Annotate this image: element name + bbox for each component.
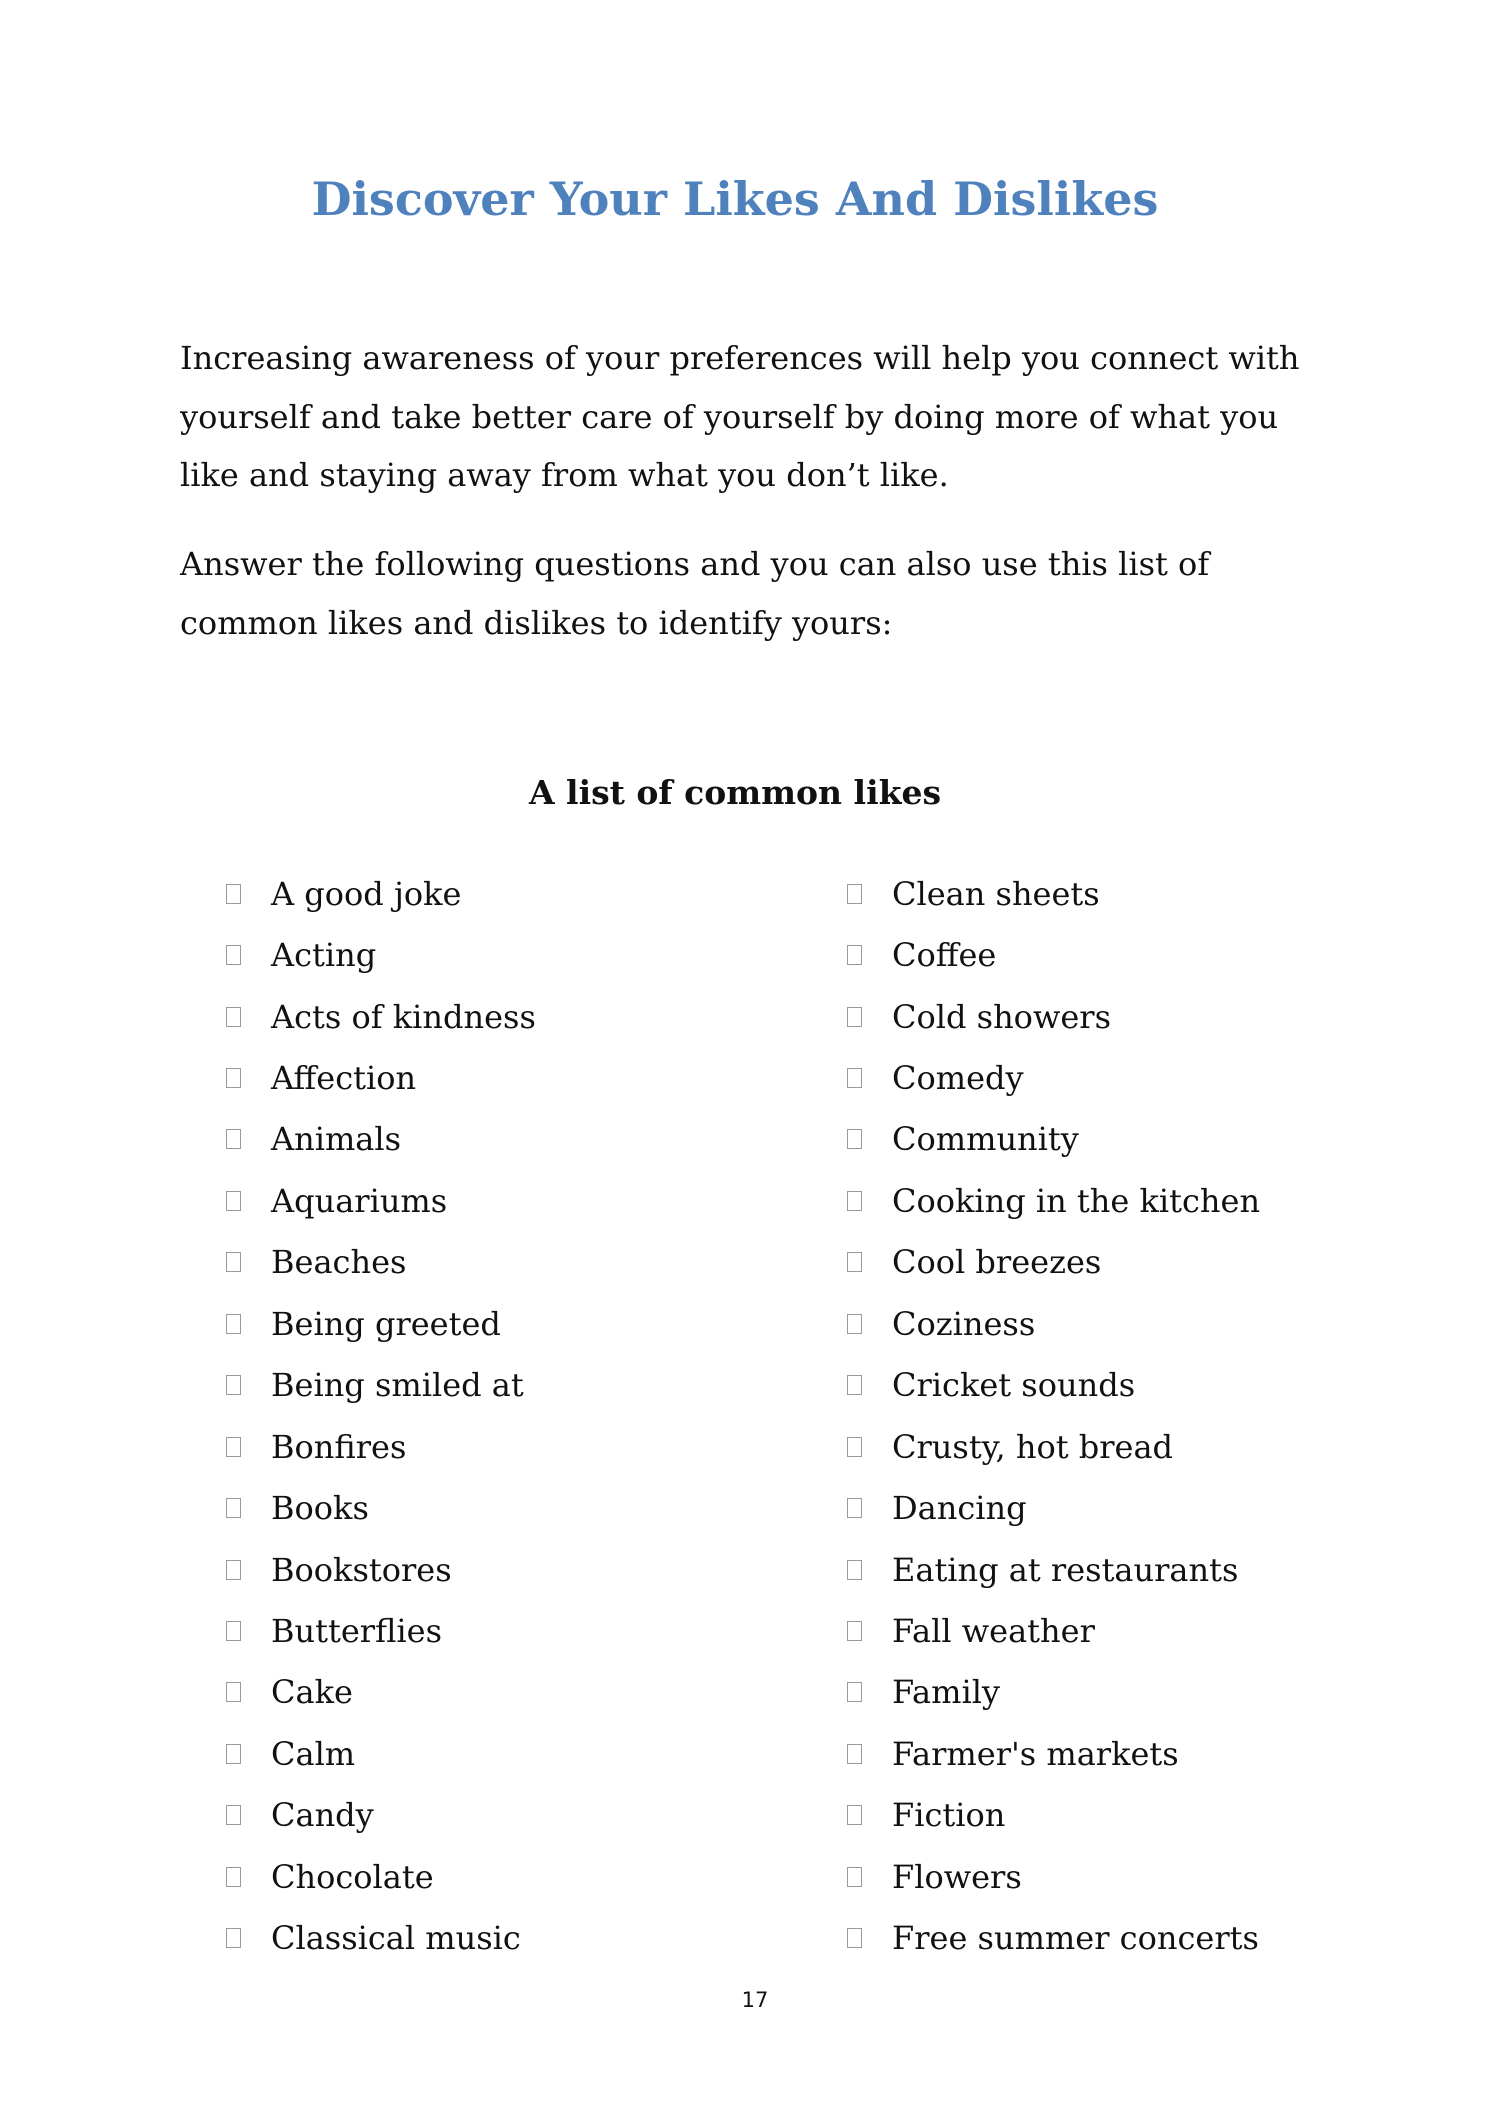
list-item bbox=[226, 1109, 536, 1170]
list-item bbox=[847, 1907, 1260, 1968]
list-item-label: Eating at restaurants bbox=[892, 1550, 1239, 1589]
list-item bbox=[847, 924, 1260, 985]
page-title: Discover Your Likes And Dislikes bbox=[311, 172, 1159, 226]
list-item-label: Cool breezes bbox=[892, 1243, 1102, 1282]
checkbox-icon[interactable] bbox=[226, 1314, 241, 1334]
list-item bbox=[226, 1662, 536, 1723]
list-item bbox=[226, 1355, 536, 1416]
list-item bbox=[226, 1907, 536, 1968]
list-item-label: Acts of kindness bbox=[271, 997, 536, 1036]
list-item-label: Butterflies bbox=[271, 1611, 443, 1650]
list-item-label: Chocolate bbox=[271, 1857, 434, 1896]
list-item-label: Clean sheets bbox=[892, 874, 1100, 913]
list-item bbox=[226, 1293, 536, 1354]
list-item-label: Aquariums bbox=[271, 1181, 448, 1220]
checkbox-icon[interactable] bbox=[226, 1560, 241, 1580]
list-item bbox=[847, 1293, 1260, 1354]
likes-list-right bbox=[847, 863, 1260, 1969]
list-item bbox=[847, 1723, 1260, 1784]
checkbox-icon[interactable] bbox=[226, 945, 241, 965]
checkbox-icon[interactable] bbox=[226, 1129, 241, 1149]
checkbox-icon[interactable] bbox=[226, 1007, 241, 1027]
checkbox-icon[interactable] bbox=[847, 1744, 862, 1764]
checkbox-icon[interactable] bbox=[847, 1560, 862, 1580]
checkbox-icon[interactable] bbox=[847, 1191, 862, 1211]
checkbox-icon[interactable] bbox=[226, 1437, 241, 1457]
likes-list-left bbox=[226, 863, 536, 1969]
list-item bbox=[847, 1047, 1260, 1108]
checkbox-icon[interactable] bbox=[847, 1068, 862, 1088]
checkbox-icon[interactable] bbox=[226, 1498, 241, 1518]
checkbox-icon[interactable] bbox=[847, 1437, 862, 1457]
list-item bbox=[847, 1846, 1260, 1907]
list-item bbox=[847, 986, 1260, 1047]
list-item bbox=[847, 1477, 1260, 1538]
checkbox-icon[interactable] bbox=[847, 1498, 862, 1518]
list-item-label: Coziness bbox=[892, 1304, 1036, 1343]
list-item-label: Coffee bbox=[892, 936, 997, 975]
checkbox-icon[interactable] bbox=[847, 1375, 862, 1395]
list-item bbox=[226, 986, 536, 1047]
checkbox-icon[interactable] bbox=[226, 1068, 241, 1088]
checkbox-icon[interactable] bbox=[226, 884, 241, 904]
list-item-label: Bonfires bbox=[271, 1427, 407, 1466]
list-item-label: A good joke bbox=[271, 874, 462, 913]
list-item bbox=[847, 1170, 1260, 1231]
list-item-label: Dancing bbox=[892, 1489, 1027, 1528]
list-item-label: Affection bbox=[271, 1059, 417, 1098]
list-item-label: Classical music bbox=[271, 1919, 521, 1958]
list-item-label: Being smiled at bbox=[271, 1366, 524, 1405]
checkbox-icon[interactable] bbox=[847, 1621, 862, 1641]
list-item bbox=[226, 1477, 536, 1538]
checkbox-icon[interactable] bbox=[847, 1007, 862, 1027]
checkbox-icon[interactable] bbox=[847, 1682, 862, 1702]
checkbox-icon[interactable] bbox=[226, 1928, 241, 1948]
list-item bbox=[226, 1416, 536, 1477]
list-item bbox=[226, 1723, 536, 1784]
section-heading: A list of common likes bbox=[528, 773, 942, 812]
list-item bbox=[847, 1662, 1260, 1723]
list-item bbox=[847, 1355, 1260, 1416]
list-item bbox=[847, 1109, 1260, 1170]
checkbox-icon[interactable] bbox=[226, 1375, 241, 1395]
checkbox-icon[interactable] bbox=[226, 1621, 241, 1641]
list-item-label: Fall weather bbox=[892, 1611, 1095, 1650]
list-item bbox=[226, 924, 536, 985]
intro-paragraph: Answer the following questions and you can also use this list of common likes and dislikes to identify yours: bbox=[180, 545, 1210, 642]
checkbox-icon[interactable] bbox=[847, 1867, 862, 1887]
list-item-label: Calm bbox=[271, 1734, 356, 1773]
checkbox-icon[interactable] bbox=[847, 1928, 862, 1948]
list-item bbox=[226, 1170, 536, 1231]
list-item-label: Community bbox=[892, 1120, 1079, 1159]
checkbox-icon[interactable] bbox=[226, 1191, 241, 1211]
checkbox-icon[interactable] bbox=[226, 1682, 241, 1702]
list-item-label: Cake bbox=[271, 1673, 353, 1712]
list-item bbox=[226, 1539, 536, 1600]
intro-paragraph: Increasing awareness of your preferences will help you connect with yourself and take better care of yourself by doing more of what you like and staying away from what you don’t like. bbox=[180, 339, 1300, 494]
checkbox-icon[interactable] bbox=[226, 1867, 241, 1887]
list-item bbox=[226, 1600, 536, 1661]
list-item bbox=[847, 1539, 1260, 1600]
list-item-label: Farmer's markets bbox=[892, 1734, 1179, 1773]
checkbox-icon[interactable] bbox=[847, 1129, 862, 1149]
list-item bbox=[226, 863, 536, 924]
list-item-label: Comedy bbox=[892, 1059, 1024, 1098]
list-item-label: Beaches bbox=[271, 1243, 407, 1282]
list-item-label: Bookstores bbox=[271, 1550, 452, 1589]
list-item-label: Fiction bbox=[892, 1796, 1006, 1835]
list-item bbox=[226, 1785, 536, 1846]
list-item bbox=[847, 863, 1260, 924]
list-item-label: Free summer concerts bbox=[892, 1919, 1259, 1958]
list-item-label: Animals bbox=[271, 1120, 402, 1159]
list-item bbox=[847, 1600, 1260, 1661]
list-item-label: Being greeted bbox=[271, 1304, 501, 1343]
list-item bbox=[226, 1846, 536, 1907]
checkbox-icon[interactable] bbox=[226, 1805, 241, 1825]
checkbox-icon[interactable] bbox=[847, 945, 862, 965]
list-item-label: Cold showers bbox=[892, 997, 1111, 1036]
list-item bbox=[226, 1047, 536, 1108]
list-item-label: Flowers bbox=[892, 1857, 1022, 1896]
list-item bbox=[847, 1232, 1260, 1293]
checkbox-icon[interactable] bbox=[226, 1252, 241, 1272]
list-item-label: Cooking in the kitchen bbox=[892, 1181, 1261, 1220]
list-item-label: Family bbox=[892, 1673, 1000, 1712]
list-item bbox=[847, 1785, 1260, 1846]
checkbox-icon[interactable] bbox=[847, 1314, 862, 1334]
list-item-label: Cricket sounds bbox=[892, 1366, 1136, 1405]
list-item-label: Books bbox=[271, 1489, 369, 1528]
list-item-label: Acting bbox=[271, 936, 377, 975]
checkbox-icon[interactable] bbox=[847, 1805, 862, 1825]
checkbox-icon[interactable] bbox=[847, 884, 862, 904]
page-number: 17 bbox=[741, 1988, 769, 2012]
checkbox-icon[interactable] bbox=[226, 1744, 241, 1764]
checkbox-icon[interactable] bbox=[847, 1252, 862, 1272]
list-item bbox=[847, 1416, 1260, 1477]
list-item-label: Crusty, hot bread bbox=[892, 1427, 1174, 1466]
list-item bbox=[226, 1232, 536, 1293]
list-item-label: Candy bbox=[271, 1796, 374, 1835]
